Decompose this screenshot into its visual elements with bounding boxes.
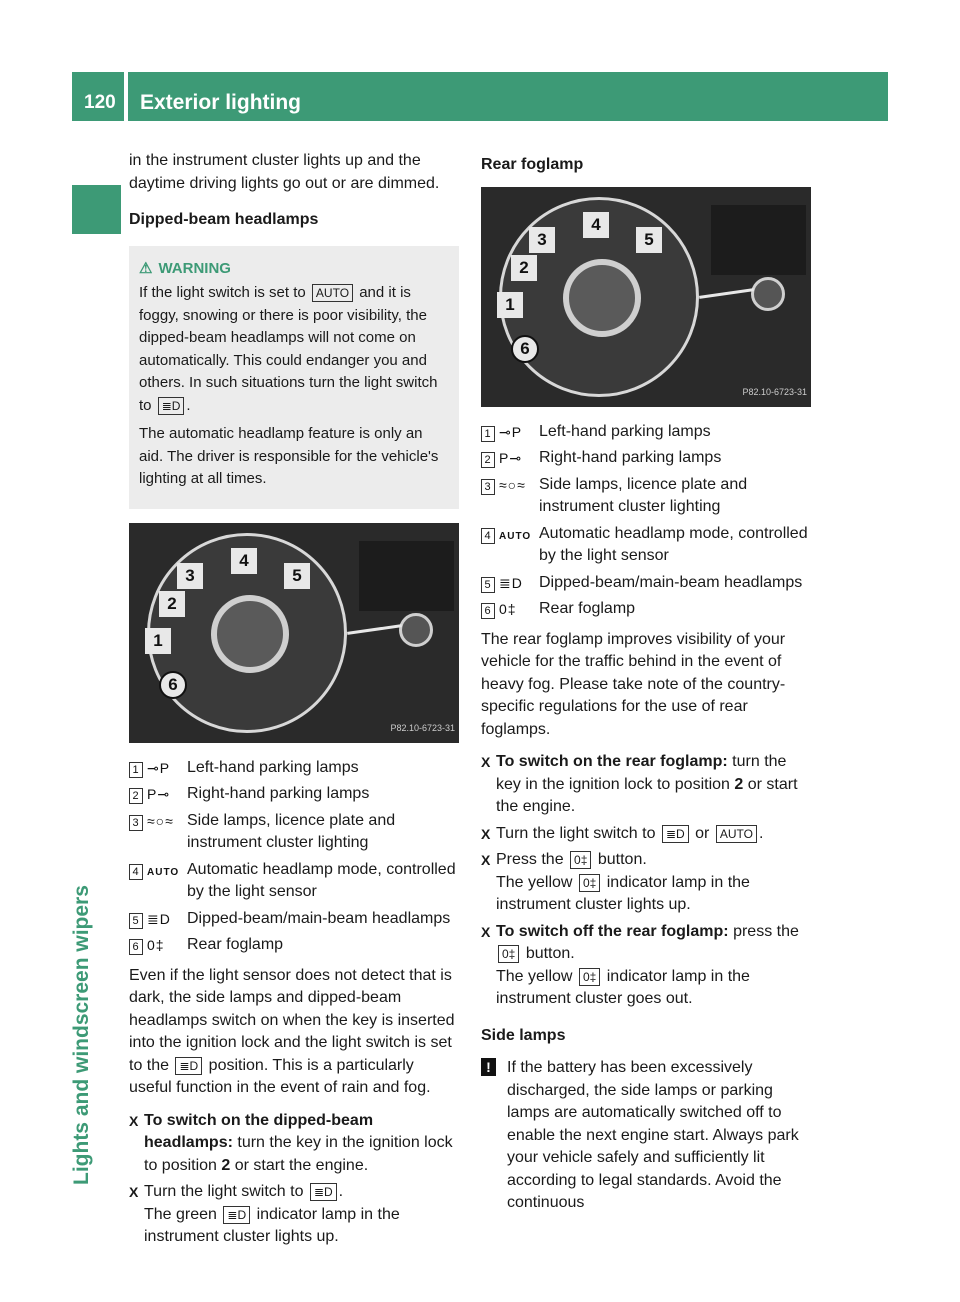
label-4: 4 — [231, 548, 257, 574]
text-part: Turn the light switch to — [144, 1183, 304, 1200]
warning-text-1 — [139, 282, 449, 417]
left-column — [129, 150, 459, 1253]
legend-text: Automatic headlamp mode, controlled by the light sensor — [187, 860, 456, 900]
dipped-beam-icon: ≣D — [223, 1206, 250, 1224]
side-lamp-icon: ≈○≈ — [499, 476, 526, 493]
callout-line — [347, 624, 402, 635]
dipped-beam-icon: ≣D — [175, 1057, 202, 1075]
text-part: . — [338, 1183, 344, 1200]
legend-item — [129, 908, 459, 931]
rear-foglamp-icon: 0‡ — [147, 937, 165, 953]
section-heading-rear-foglamp: Rear foglamp — [481, 156, 584, 173]
legend-key — [481, 572, 539, 595]
chapter-sidebar — [72, 185, 121, 1185]
light-switch-knob — [563, 259, 641, 337]
dipped-beam-icon: ≣D — [662, 825, 689, 843]
warning-title — [139, 258, 449, 281]
caution-marker — [481, 1057, 507, 1215]
step-marker-icon: X — [481, 754, 491, 770]
caution-text: If the battery has been excessively discharged, the side lamps or parking lamps are automatically switched off to enable the next engine start. Always park your vehicle safely and sufficiently lit according to legal standards. Avoid the continuous — [507, 1059, 799, 1211]
legend-number: 4 — [481, 528, 495, 544]
step-title: To switch on the rear foglamp: — [496, 753, 728, 770]
rear-foglamp-icon: 0‡ — [579, 874, 600, 892]
warning-text-2: The automatic headlamp feature is only an aid. The driver is responsible for the vehicle's lighting at all times. — [139, 425, 439, 487]
legend-text: Right-hand parking lamps — [539, 449, 722, 466]
legend-item — [481, 421, 813, 444]
label-1: 1 — [145, 628, 171, 654]
label-2: 2 — [511, 255, 537, 281]
label-5: 5 — [636, 227, 662, 253]
warning-box — [129, 246, 459, 509]
warning-title-text: WARNING — [158, 259, 231, 277]
step-body — [144, 1110, 459, 1178]
text-part: button. — [597, 851, 647, 868]
auto-icon: AUTO — [499, 530, 532, 542]
section-heading-side-lamps: Side lamps — [481, 1026, 566, 1044]
position-number: 2 — [221, 1156, 231, 1174]
callout-line — [699, 288, 754, 299]
step-body — [496, 751, 813, 819]
label-6: 6 — [511, 335, 539, 363]
air-vent — [359, 541, 454, 611]
light-switch-photo — [481, 187, 811, 407]
legend-item — [129, 859, 459, 904]
legend-number: 4 — [129, 864, 143, 880]
section-heading-dipped-beam: Dipped-beam headlamps — [129, 211, 319, 228]
legend-key — [481, 523, 539, 568]
text-part: The yellow — [496, 967, 573, 985]
legend-item — [481, 523, 813, 568]
legend-key — [129, 783, 187, 806]
side-lamp-icon: ≈○≈ — [147, 812, 174, 829]
instruction-step — [481, 751, 813, 819]
legend-item — [481, 474, 813, 519]
warning-text-part: . — [186, 396, 191, 414]
legend-list — [129, 757, 459, 957]
dipped-beam-icon: ≣D — [310, 1183, 337, 1201]
header-separator — [124, 72, 128, 121]
label-1: 1 — [497, 292, 523, 318]
label-4: 4 — [583, 212, 609, 238]
step-title: To switch on the dipped-beam headlamps: — [144, 1111, 374, 1151]
legend-key — [481, 447, 539, 470]
rear-foglamp-icon: 0‡ — [499, 601, 517, 617]
dashboard-switch-knob — [399, 613, 433, 647]
text-part: position. This is a particularly useful function in the event of rain and fog. — [129, 1056, 431, 1096]
legend-key — [129, 810, 187, 855]
text-part: Even if the light sensor does not detect that is dark, the side lamps and dipped-beam headlamps switch on when the key is inserted into the ignition lock and the light switch is set to the — [129, 966, 455, 1074]
text-part: The green — [144, 1205, 217, 1223]
legend-item — [129, 757, 459, 780]
label-3: 3 — [177, 563, 203, 589]
instruction-step — [129, 1181, 459, 1249]
text-part: . — [758, 824, 764, 842]
legend-text: Side lamps, licence plate and instrument cluster lighting — [187, 811, 396, 851]
rear-foglamp-icon: 0‡ — [570, 851, 591, 869]
position-number: 2 — [734, 775, 744, 793]
rear-foglamp-icon: 0‡ — [579, 968, 600, 986]
legend-key — [481, 421, 539, 444]
legend-number: 1 — [129, 762, 143, 778]
label-3: 3 — [529, 227, 555, 253]
warning-text-part: If the light switch is set to — [139, 284, 306, 301]
auto-icon: AUTO — [147, 866, 180, 878]
light-switch-knob — [211, 595, 289, 673]
text-part: or start the engine. — [234, 1156, 369, 1174]
legend-item — [481, 447, 813, 470]
legend-key — [129, 859, 187, 904]
legend-text: Dipped-beam/main-beam headlamps — [187, 909, 451, 927]
legend-number: 1 — [481, 426, 495, 442]
legend-number: 6 — [481, 603, 495, 619]
text-part: Press the — [496, 851, 564, 868]
legend-text: Right-hand parking lamps — [187, 785, 370, 802]
instruction-step — [481, 849, 813, 917]
chapter-label: Lights and windscreen wipers — [70, 885, 93, 1185]
legend-item — [481, 598, 813, 621]
text-part: The yellow — [496, 873, 573, 891]
label-6: 6 — [159, 671, 187, 699]
legend-key — [129, 757, 187, 780]
legend-text: Rear foglamp — [187, 936, 284, 953]
legend-key — [481, 598, 539, 621]
legend-number: 2 — [481, 452, 495, 468]
legend-text: Left-hand parking lamps — [187, 758, 359, 776]
legend-text: Dipped-beam/main-beam headlamps — [539, 573, 803, 591]
legend-item — [129, 783, 459, 806]
step-marker-icon: X — [129, 1184, 139, 1200]
chapter-tab — [72, 185, 121, 234]
warning-text-part: and it is foggy, snowing or there is poor visibility, the dipped-beam headlamps will not come on automatically. This could endanger you and others. In such situations turn the light switch to — [139, 284, 438, 414]
right-parking-lamp-icon: P⊸ — [499, 450, 523, 466]
legend-key — [129, 934, 187, 957]
legend-key — [129, 908, 187, 931]
page-number: 120 — [84, 92, 116, 113]
page-header — [72, 72, 888, 121]
warning-triangle-icon: ⚠ — [139, 259, 153, 277]
text-part: indicator lamp in the instrument cluster lights up. — [496, 873, 750, 913]
body-paragraph — [129, 965, 459, 1100]
legend-number: 3 — [129, 815, 143, 831]
legend-text: Rear foglamp — [539, 600, 636, 617]
step-title: To switch off the rear foglamp: — [496, 922, 729, 940]
legend-number: 6 — [129, 939, 143, 955]
legend-number: 5 — [129, 913, 143, 929]
step-body — [144, 1181, 459, 1249]
legend-item — [481, 572, 813, 595]
legend-item — [129, 810, 459, 855]
page-title: Exterior lighting — [140, 91, 302, 114]
legend-number: 2 — [129, 788, 143, 804]
auto-icon: AUTO — [312, 284, 353, 302]
auto-icon: AUTO — [716, 825, 757, 843]
text-part: press the — [733, 922, 799, 940]
text-part: turn the key in the ignition lock to position — [496, 753, 787, 793]
step-marker-icon: X — [481, 923, 491, 940]
legend-text: Left-hand parking lamps — [539, 422, 711, 440]
text-part: Turn the light switch to — [496, 824, 656, 842]
text-part: or — [695, 824, 710, 842]
image-code: P82.10-6723-31 — [390, 723, 455, 733]
step-body — [496, 849, 813, 917]
right-column — [481, 150, 813, 1215]
legend-number: 5 — [481, 577, 495, 593]
dipped-beam-icon: ≣D — [499, 574, 523, 591]
step-marker-icon: X — [129, 1112, 139, 1129]
light-switch-photo — [129, 523, 459, 743]
step-marker-icon: X — [481, 825, 491, 842]
legend-text: Automatic headlamp mode, controlled by the light sensor — [539, 524, 808, 564]
exclamation-icon: ! — [481, 1058, 496, 1076]
step-body — [496, 921, 813, 1011]
text-part: indicator lamp in the instrument cluster goes out. — [496, 967, 750, 1007]
step-body — [496, 823, 813, 846]
body-paragraph: The rear foglamp improves visibility of your vehicle for the traffic behind in the event of heavy fog. Please take note of the country-specific regulations for the use of rear foglamps. — [481, 630, 786, 738]
text-part: or start the engine. — [496, 775, 798, 815]
text-part: turn the key in the ignition lock to position — [144, 1134, 453, 1174]
instruction-step — [481, 921, 813, 1011]
legend-key — [481, 474, 539, 519]
right-parking-lamp-icon: P⊸ — [147, 786, 171, 802]
label-5: 5 — [284, 563, 310, 589]
text-part: button. — [525, 945, 575, 962]
dipped-beam-icon: ≣D — [147, 910, 171, 927]
dipped-beam-icon: ≣D — [158, 397, 185, 415]
instruction-step — [129, 1110, 459, 1178]
legend-list — [481, 421, 813, 621]
caution-note — [481, 1057, 813, 1215]
legend-item — [129, 934, 459, 957]
intro-text: in the instrument cluster lights up and the daytime driving lights go out or are dimmed. — [129, 152, 440, 192]
left-parking-lamp-icon: ⊸P — [499, 423, 523, 440]
instruction-step — [481, 823, 813, 846]
air-vent — [711, 205, 806, 275]
left-parking-lamp-icon: ⊸P — [147, 759, 171, 776]
text-part: indicator lamp in the instrument cluster lights up. — [144, 1205, 400, 1245]
legend-number: 3 — [481, 479, 495, 495]
step-marker-icon: X — [481, 852, 491, 868]
rear-foglamp-icon: 0‡ — [498, 945, 519, 963]
image-code: P82.10-6723-31 — [742, 387, 807, 397]
label-2: 2 — [159, 591, 185, 617]
legend-text: Side lamps, licence plate and instrument cluster lighting — [539, 475, 748, 515]
dashboard-switch-knob — [751, 277, 785, 311]
